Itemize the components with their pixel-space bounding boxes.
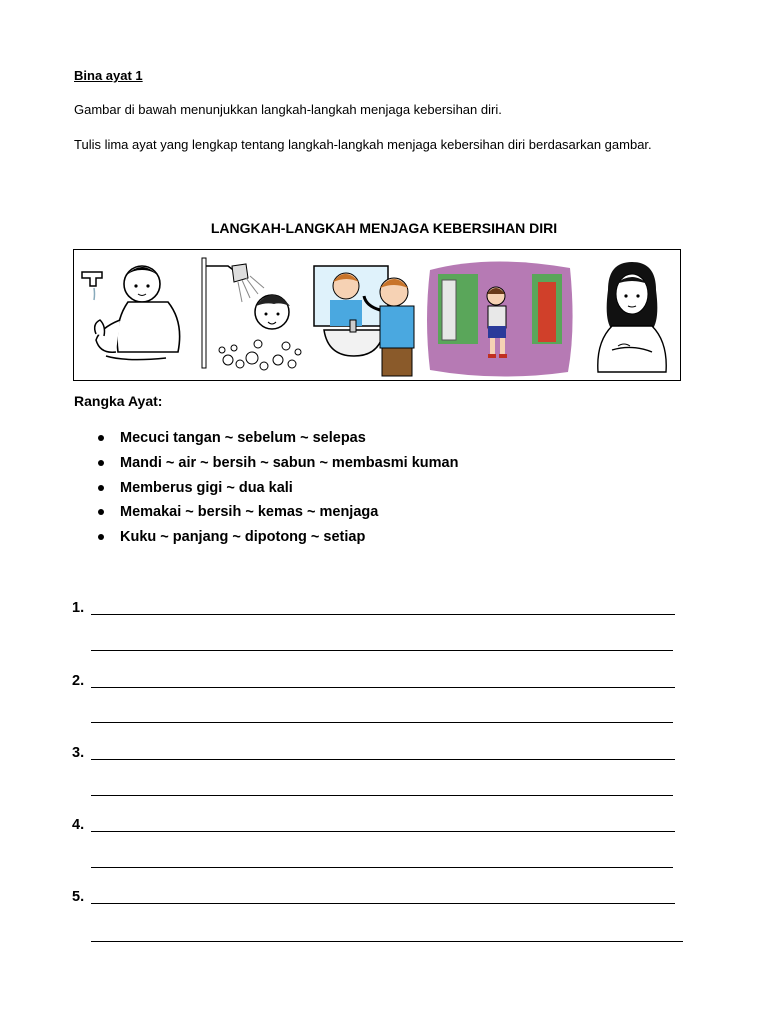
answer-number: 5. xyxy=(72,889,85,905)
answer-number: 1. xyxy=(72,600,85,616)
bullet-item: Mandi ~ air ~ bersih ~ sabun ~ membasmi kuman xyxy=(96,453,458,478)
hygiene-picture-strip xyxy=(73,249,681,381)
brushing-teeth-illustration xyxy=(310,250,426,380)
answer-line xyxy=(91,759,675,760)
rangka-bullet-list xyxy=(96,428,458,552)
bullet-item: Kuku ~ panjang ~ dipotong ~ setiap xyxy=(96,527,458,552)
worksheet-heading: Bina ayat 1 xyxy=(74,68,143,83)
answer-line xyxy=(91,795,673,796)
answer-number: 2. xyxy=(72,673,85,689)
answer-line xyxy=(91,687,675,688)
instruction-text-1: Gambar di bawah menunjukkan langkah-langkah menjaga kebersihan diri. xyxy=(74,102,502,117)
instruction-text-2: Tulis lima ayat yang lengkap tentang langkah-langkah menjaga kebersihan diri berdasarkan gambar. xyxy=(74,137,652,152)
answer-line xyxy=(91,867,673,868)
picture-title: LANGKAH-LANGKAH MENJAGA KEBERSIHAN DIRI xyxy=(210,220,558,236)
answer-line xyxy=(91,650,673,651)
bullet-item: Memakai ~ bersih ~ kemas ~ menjaga xyxy=(96,502,458,527)
answer-line xyxy=(91,614,675,615)
answer-line xyxy=(91,722,673,723)
cutting-nails-illustration xyxy=(582,250,680,380)
answer-number: 4. xyxy=(72,817,85,833)
answer-line xyxy=(91,941,683,942)
bathing-illustration xyxy=(198,250,310,380)
bullet-item: Mecuci tangan ~ sebelum ~ selepas xyxy=(96,428,458,453)
answer-line xyxy=(91,831,675,832)
answer-number: 3. xyxy=(72,745,85,761)
washing-hands-illustration xyxy=(76,250,194,380)
bullet-item: Memberus gigi ~ dua kali xyxy=(96,478,458,503)
answer-line xyxy=(91,903,675,904)
wearing-clothes-illustration xyxy=(426,250,576,380)
rangka-ayat-label: Rangka Ayat: xyxy=(74,393,163,409)
